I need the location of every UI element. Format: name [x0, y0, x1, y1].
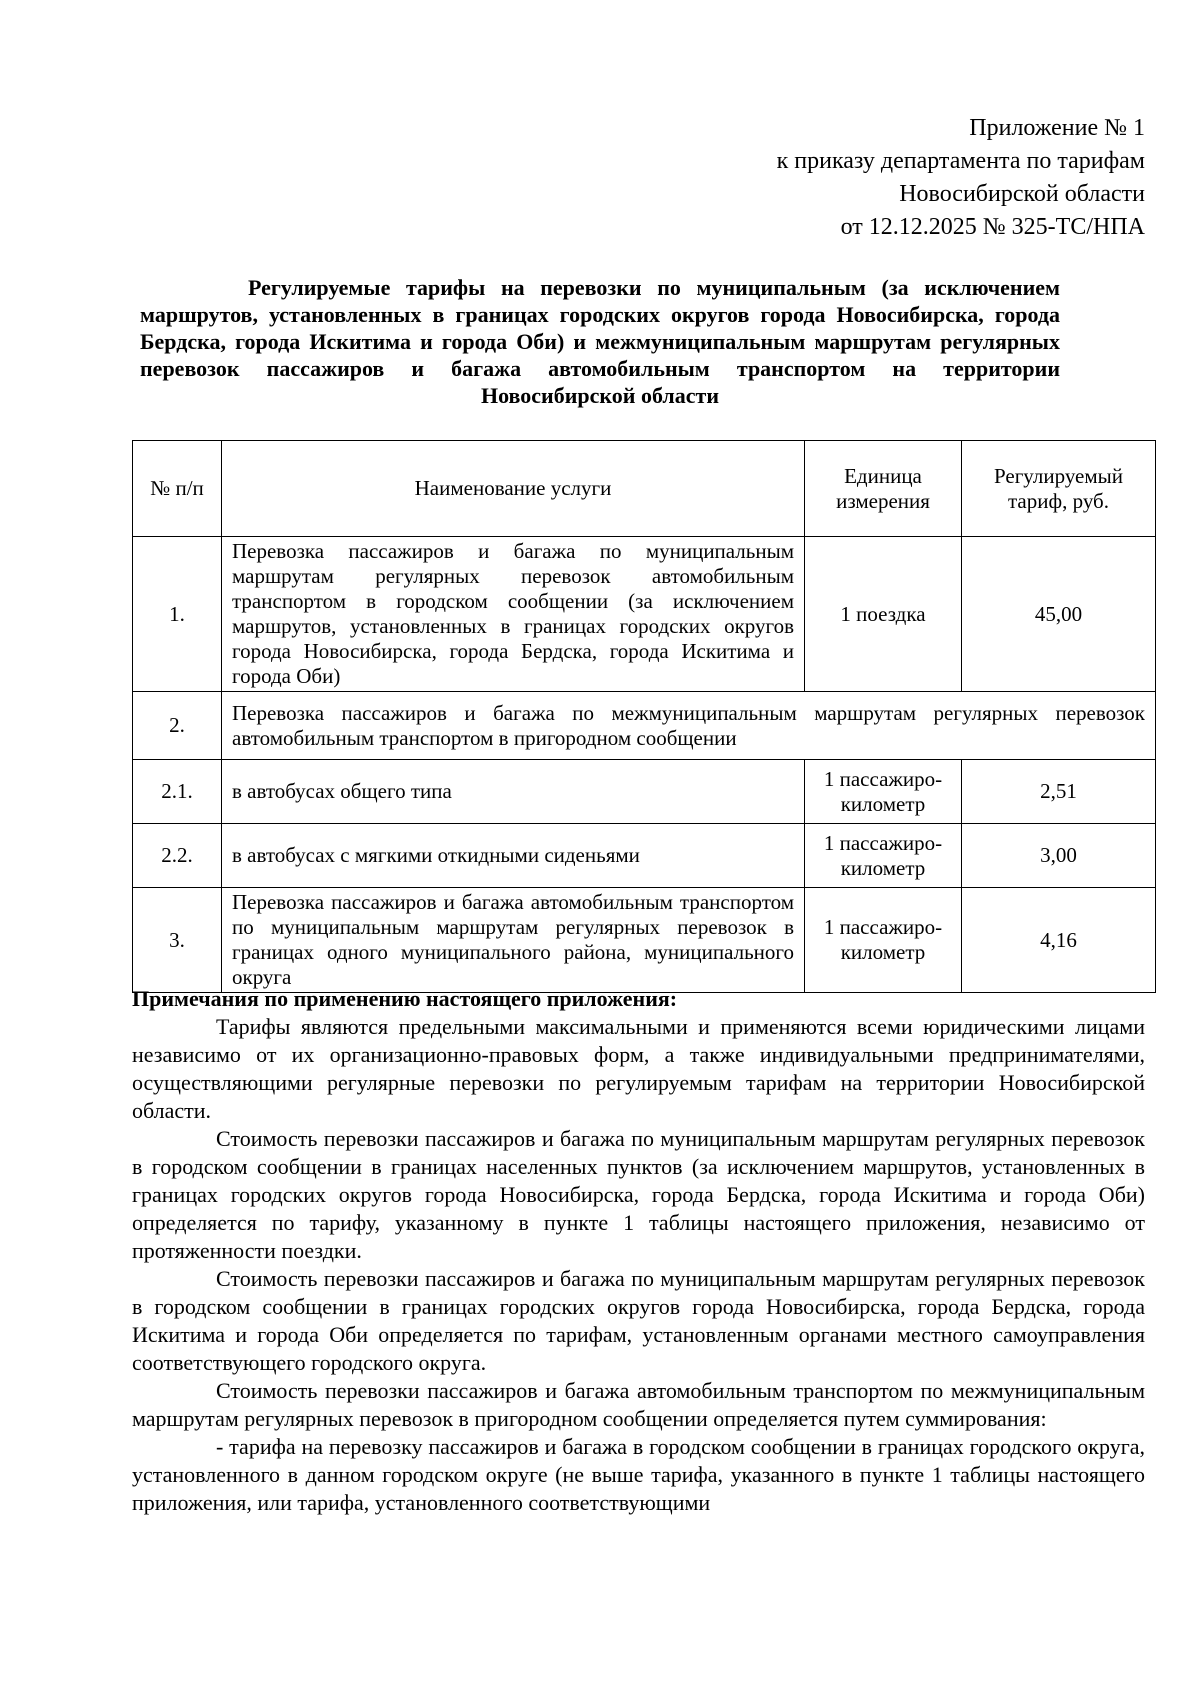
notes-section	[132, 985, 1145, 1517]
table-row	[133, 824, 1156, 888]
appendix-header	[777, 112, 1145, 244]
notes-paragraph: Стоимость перевозки пассажиров и багажа автомобильным транспортом по межмуниципальным маршрутам регулярных перевозок в пригородном сообщении определяется путем суммирования:	[132, 1378, 1145, 1431]
document-title: Регулируемые тарифы на перевозки по муниципальным (за исключением маршрутов, установленных в границах городских округов города Новосибирска, города Бердска, города Искитима и города Оби) и межмуниципальным маршрутам регулярных перевозок пассажиров и багажа автомобильным транспортом на территории Новосибирской области	[140, 275, 1060, 408]
row-num: 2.1.	[133, 760, 222, 824]
notes-paragraph: Тарифы являются предельными максимальными и применяются всеми юридическими лицами независимо от их организационно-правовых форм, а также индивидуальными предпринимателями, осуществляющими регулярные перевозки по регулируемым тарифам на территории Новосибирской области.	[132, 1014, 1145, 1123]
table-row	[133, 760, 1156, 824]
row-unit: 1 поездка	[805, 537, 962, 692]
row-num: 2.2.	[133, 824, 222, 888]
row-num: 2.	[133, 692, 222, 760]
notes-paragraph: - тарифа на перевозку пассажиров и багажа в городском сообщении в границах городского округа, установленного в данном городском округе (не выше тарифа, указанного в пункте 1 таблицы настоящего приложения, или тарифа, установленного соответствующими	[132, 1434, 1145, 1515]
notes-paragraph: Стоимость перевозки пассажиров и багажа по муниципальным маршрутам регулярных перевозок в городском сообщении в границах населенных пунктов (за исключением маршрутов, установленных в границах городских округов города Новосибирска, города Бердска, города Искитима и города Оби) определяется по тарифу, указанному в пункте 1 таблицы настоящего приложения, независимо от протяженности поездки.	[132, 1126, 1145, 1263]
table-row	[133, 537, 1156, 692]
row-tariff: 4,16	[962, 888, 1156, 993]
row-service-name: Перевозка пассажиров и багажа автомобильным транспортом по муниципальным маршрутам регулярных перевозок в границах одного муниципального района, муниципального округа	[222, 888, 805, 993]
row-service-name: в автобусах общего типа	[222, 760, 805, 824]
header-num: № п/п	[133, 441, 222, 537]
row-num: 3.	[133, 888, 222, 993]
notes-paragraph: Стоимость перевозки пассажиров и багажа по муниципальным маршрутам регулярных перевозок в городском сообщении в границах городских округов города Новосибирска, города Бердска, города Искитима и города Оби определяется по тарифам, установленным органами местного самоуправления соответствующего городского округа.	[132, 1266, 1145, 1375]
row-num: 1.	[133, 537, 222, 692]
row-unit: 1 пассажиро- километр	[805, 760, 962, 824]
header-unit: Единица измерения	[805, 441, 962, 537]
row-tariff: 45,00	[962, 537, 1156, 692]
row-unit: 1 пассажиро- километр	[805, 888, 962, 993]
row-service-name: Перевозка пассажиров и багажа по муниципальным маршрутам регулярных перевозок автомобильным транспортом в городском сообщении (за исключением маршрутов, установленных в границах городских округов города Новосибирска, города Бердска, города Искитима и города Оби)	[222, 537, 805, 692]
tariff-table	[132, 440, 1156, 993]
table-header-row	[133, 441, 1156, 537]
appendix-number: Приложение № 1	[969, 115, 1145, 141]
row-tariff: 3,00	[962, 824, 1156, 888]
row-service-name: Перевозка пассажиров и багажа по межмуниципальным маршрутам регулярных перевозок автомобильным транспортом в пригородном сообщении	[222, 692, 1156, 760]
table-row	[133, 692, 1156, 760]
notes-heading: Примечания по применению настоящего приложения:	[132, 986, 678, 1011]
row-tariff: 2,51	[962, 760, 1156, 824]
order-date-number: от 12.12.2025 № 325-ТС/НПА	[840, 214, 1145, 240]
header-name: Наименование услуги	[222, 441, 805, 537]
region-name: Новосибирской области	[899, 181, 1145, 207]
header-tariff: Регулируемый тариф, руб.	[962, 441, 1156, 537]
table-row	[133, 888, 1156, 993]
row-unit: 1 пассажиро- километр	[805, 824, 962, 888]
order-reference: к приказу департамента по тарифам	[776, 148, 1145, 174]
document-title-block	[140, 274, 1060, 409]
row-service-name: в автобусах с мягкими откидными сиденьями	[222, 824, 805, 888]
